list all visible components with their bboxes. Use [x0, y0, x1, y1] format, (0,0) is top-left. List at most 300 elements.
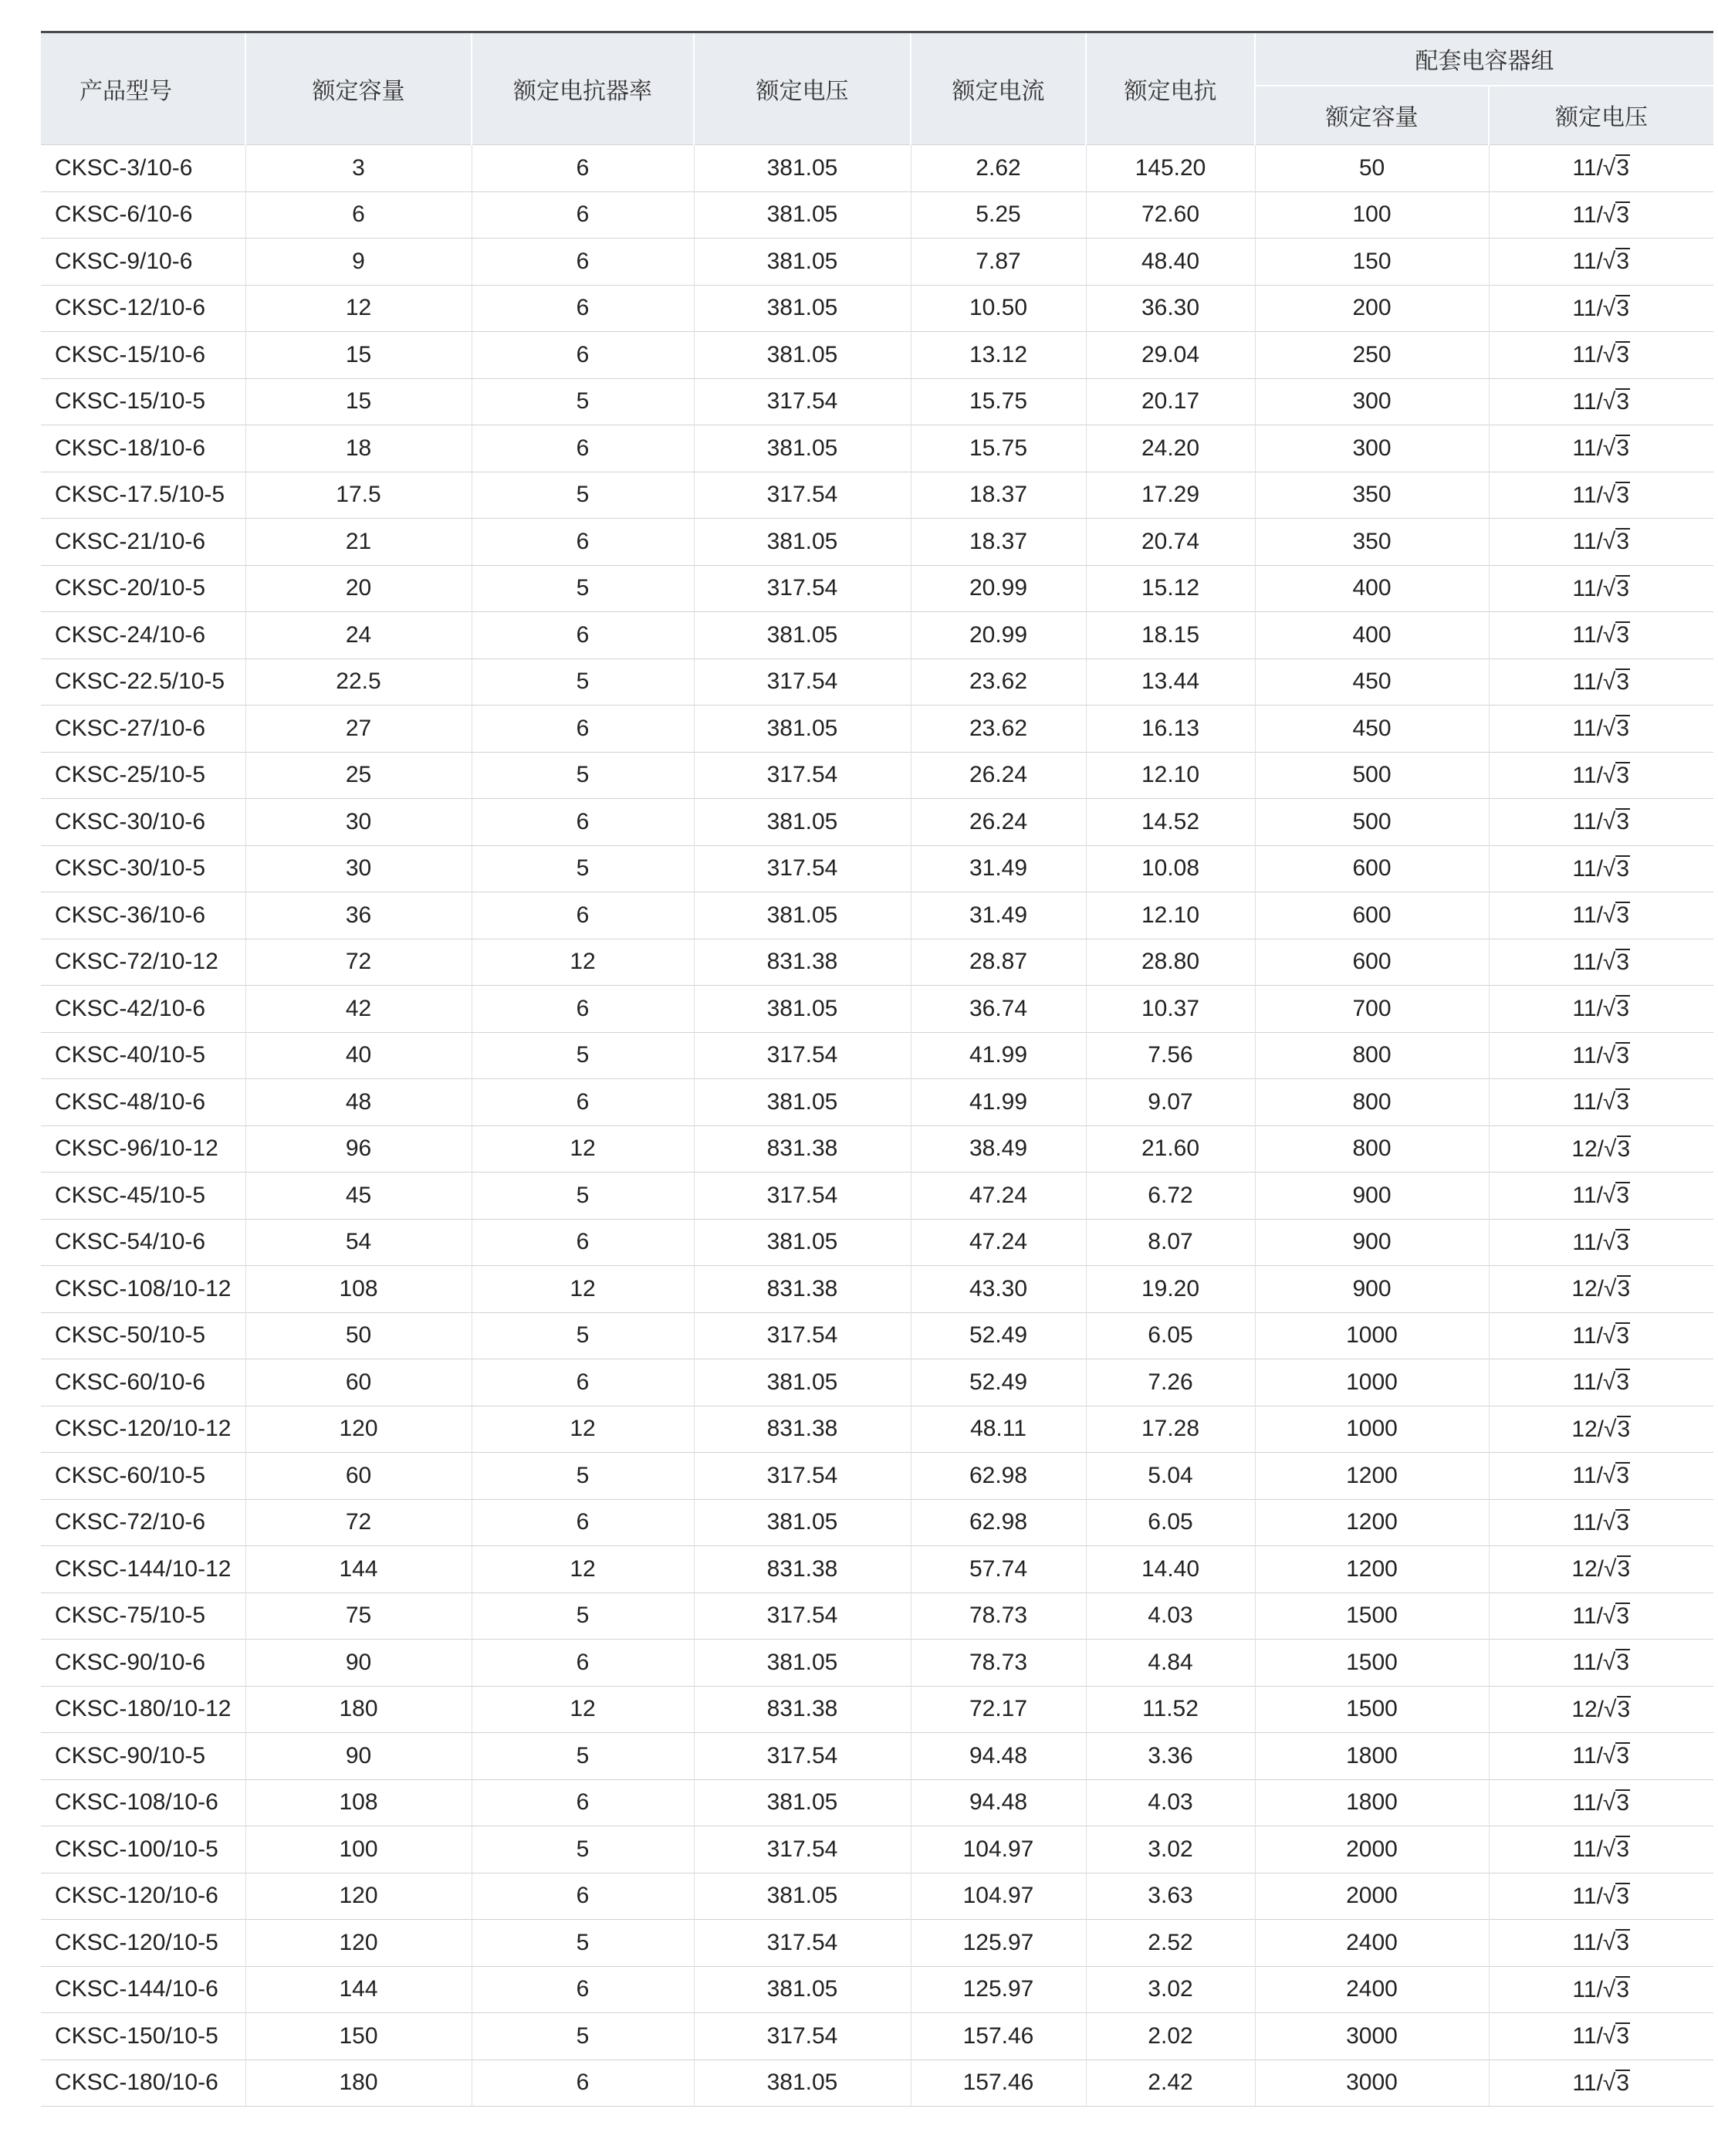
sqrt-radicand: 3 [1616, 1463, 1630, 1489]
voltage-prefix: 11/ [1572, 482, 1603, 508]
sqrt-radicand: 3 [1616, 855, 1630, 882]
voltage-fraction [1572, 341, 1630, 368]
cell-rated-current: 125.97 [911, 1920, 1086, 1967]
cell-reactance-rate: 6 [472, 612, 694, 659]
cell-group-voltage [1489, 2060, 1713, 2107]
cell-rated-reactance: 21.60 [1086, 1125, 1255, 1173]
voltage-prefix: 12/ [1571, 1696, 1605, 1722]
sqrt-radicand: 3 [1616, 622, 1630, 648]
cell-rated-reactance: 12.10 [1086, 892, 1255, 939]
cell-rated-current: 5.25 [911, 191, 1086, 239]
voltage-fraction [1571, 1416, 1631, 1443]
cell-group-voltage [1489, 472, 1713, 519]
table-row [41, 472, 1713, 519]
voltage-prefix: 11/ [1572, 1976, 1603, 2002]
cell-rated-voltage: 317.54 [694, 1032, 911, 1079]
sqrt-symbol: √ [1602, 1603, 1616, 1629]
cell-rated-reactance: 36.30 [1086, 285, 1255, 332]
cell-rated-reactance: 15.12 [1086, 565, 1255, 612]
cell-rated-capacity: 150 [245, 2013, 472, 2060]
cell-rated-capacity: 42 [245, 986, 472, 1033]
cell-rated-capacity: 120 [245, 1873, 472, 1920]
cell-group-voltage [1489, 1173, 1713, 1220]
cell-rated-capacity: 48 [245, 1079, 472, 1126]
cell-rated-capacity: 180 [245, 1686, 472, 1733]
table-row [41, 565, 1713, 612]
table-row [41, 332, 1713, 379]
cell-reactance-rate: 6 [472, 332, 694, 379]
cell-rated-voltage: 381.05 [694, 425, 911, 472]
cell-reactance-rate: 6 [472, 425, 694, 472]
cell-group-capacity: 350 [1255, 519, 1489, 566]
voltage-prefix: 11/ [1572, 388, 1603, 415]
voltage-prefix: 11/ [1572, 809, 1603, 835]
cell-group-capacity: 100 [1255, 191, 1489, 239]
table-row [41, 1125, 1713, 1173]
cell-rated-capacity: 72 [245, 939, 472, 986]
table-row [41, 939, 1713, 986]
cell-group-capacity: 2400 [1255, 1920, 1489, 1967]
cell-rated-current: 48.11 [911, 1406, 1086, 1453]
voltage-fraction [1572, 575, 1630, 602]
cell-rated-current: 72.17 [911, 1686, 1086, 1733]
cell-group-capacity: 900 [1255, 1266, 1489, 1313]
cell-group-voltage [1489, 1873, 1713, 1920]
cell-group-capacity: 1500 [1255, 1686, 1489, 1733]
voltage-fraction [1572, 1976, 1630, 2003]
cell-rated-reactance: 16.13 [1086, 706, 1255, 753]
cell-rated-capacity: 36 [245, 892, 472, 939]
cell-rated-capacity: 12 [245, 285, 472, 332]
voltage-prefix: 11/ [1572, 2070, 1603, 2096]
cell-model: CKSC-90/10-6 [41, 1640, 245, 1687]
cell-group-capacity: 450 [1255, 706, 1489, 753]
cell-rated-current: 36.74 [911, 986, 1086, 1033]
cell-rated-current: 62.98 [911, 1453, 1086, 1500]
cell-rated-voltage: 381.05 [694, 1499, 911, 1546]
cell-group-voltage [1489, 658, 1713, 706]
voltage-prefix: 11/ [1572, 1883, 1603, 1909]
cell-rated-capacity: 144 [245, 1966, 472, 2013]
cell-group-voltage [1489, 986, 1713, 1033]
table-row [41, 191, 1713, 239]
sqrt-symbol: √ [1602, 1089, 1616, 1115]
voltage-prefix: 11/ [1572, 1322, 1603, 1349]
cell-group-voltage [1489, 1640, 1713, 1687]
header-rated-reactance: 额定电抗 [1086, 32, 1255, 145]
cell-rated-capacity: 22.5 [245, 658, 472, 706]
cell-group-capacity: 1500 [1255, 1592, 1489, 1640]
cell-rated-voltage: 317.54 [694, 2013, 911, 2060]
voltage-fraction [1572, 1742, 1630, 1769]
cell-rated-capacity: 90 [245, 1640, 472, 1687]
sqrt-radicand: 3 [1617, 1696, 1631, 1722]
sqrt-radicand: 3 [1616, 949, 1630, 975]
sqrt-symbol: √ [1602, 716, 1616, 742]
cell-group-capacity: 250 [1255, 332, 1489, 379]
cell-model: CKSC-40/10-5 [41, 1032, 245, 1079]
cell-group-capacity: 1800 [1255, 1779, 1489, 1826]
table-row [41, 1733, 1713, 1780]
cell-rated-voltage: 381.05 [694, 1640, 911, 1687]
voltage-prefix: 11/ [1572, 1930, 1603, 1956]
cell-group-capacity: 800 [1255, 1125, 1489, 1173]
voltage-fraction [1572, 528, 1630, 555]
voltage-fraction [1572, 1369, 1630, 1396]
voltage-prefix: 11/ [1572, 1463, 1603, 1489]
cell-group-capacity: 500 [1255, 799, 1489, 846]
voltage-prefix: 11/ [1572, 762, 1603, 788]
cell-rated-capacity: 27 [245, 706, 472, 753]
table-row [41, 1173, 1713, 1220]
table-row [41, 1266, 1713, 1313]
cell-rated-voltage: 381.05 [694, 1359, 911, 1406]
voltage-prefix: 11/ [1572, 1789, 1603, 1816]
cell-rated-reactance: 72.60 [1086, 191, 1255, 239]
voltage-prefix: 11/ [1572, 855, 1603, 882]
voltage-prefix: 11/ [1572, 1089, 1603, 1115]
sqrt-radicand: 3 [1616, 155, 1630, 181]
cell-group-voltage [1489, 1920, 1713, 1967]
cell-rated-voltage: 381.05 [694, 239, 911, 286]
voltage-fraction [1572, 1462, 1630, 1489]
cell-model: CKSC-48/10-6 [41, 1079, 245, 1126]
cell-rated-reactance: 3.02 [1086, 1966, 1255, 2013]
cell-rated-current: 57.74 [911, 1546, 1086, 1593]
cell-rated-reactance: 7.56 [1086, 1032, 1255, 1079]
sqrt-radicand: 3 [1616, 249, 1630, 275]
cell-reactance-rate: 5 [472, 1826, 694, 1873]
table-row [41, 425, 1713, 472]
voltage-prefix: 11/ [1572, 1650, 1603, 1676]
sqrt-radicand: 3 [1616, 575, 1630, 601]
cell-model: CKSC-20/10-5 [41, 565, 245, 612]
cell-reactance-rate: 5 [472, 1920, 694, 1967]
cell-rated-reactance: 12.10 [1086, 752, 1255, 799]
cell-rated-capacity: 17.5 [245, 472, 472, 519]
cell-rated-current: 157.46 [911, 2060, 1086, 2107]
cell-rated-voltage: 381.05 [694, 191, 911, 239]
cell-group-capacity: 2000 [1255, 1826, 1489, 1873]
sqrt-symbol: √ [1602, 809, 1616, 835]
sqrt-radicand: 3 [1617, 1276, 1631, 1302]
table-row [41, 1592, 1713, 1640]
sqrt-symbol: √ [1602, 949, 1616, 975]
sqrt-symbol: √ [1602, 1369, 1616, 1396]
cell-reactance-rate: 5 [472, 1453, 694, 1500]
cell-model: CKSC-30/10-5 [41, 845, 245, 892]
voltage-prefix: 12/ [1571, 1556, 1605, 1582]
cell-rated-reactance: 17.28 [1086, 1406, 1255, 1453]
voltage-prefix: 11/ [1572, 155, 1603, 181]
cell-rated-capacity: 120 [245, 1920, 472, 1967]
cell-model: CKSC-108/10-12 [41, 1266, 245, 1313]
voltage-prefix: 11/ [1572, 1229, 1603, 1255]
cell-rated-voltage: 381.05 [694, 706, 911, 753]
cell-rated-capacity: 24 [245, 612, 472, 659]
table-row [41, 2013, 1713, 2060]
cell-reactance-rate: 6 [472, 1079, 694, 1126]
cell-reactance-rate: 6 [472, 1219, 694, 1266]
cell-group-voltage [1489, 1032, 1713, 1079]
voltage-fraction [1572, 902, 1630, 929]
cell-rated-capacity: 9 [245, 239, 472, 286]
cell-reactance-rate: 12 [472, 1686, 694, 1733]
cell-rated-current: 47.24 [911, 1219, 1086, 1266]
cell-rated-reactance: 11.52 [1086, 1686, 1255, 1733]
cell-rated-current: 26.24 [911, 752, 1086, 799]
cell-group-capacity: 2000 [1255, 1873, 1489, 1920]
table-row [41, 1453, 1713, 1500]
sqrt-symbol: √ [1604, 1276, 1617, 1302]
sqrt-symbol: √ [1602, 1509, 1616, 1535]
cell-rated-reactance: 2.42 [1086, 2060, 1255, 2107]
cell-model: CKSC-18/10-6 [41, 425, 245, 472]
cell-group-capacity: 1800 [1255, 1733, 1489, 1780]
header-rated-reactance-rate: 额定电抗器率 [472, 32, 694, 145]
voltage-fraction [1572, 1836, 1630, 1863]
cell-rated-voltage: 317.54 [694, 1826, 911, 1873]
cell-group-capacity: 900 [1255, 1219, 1489, 1266]
sqrt-radicand: 3 [1616, 1883, 1630, 1909]
voltage-fraction [1571, 1136, 1631, 1163]
cell-rated-voltage: 317.54 [694, 378, 911, 425]
cell-reactance-rate: 5 [472, 752, 694, 799]
cell-group-capacity: 2400 [1255, 1966, 1489, 2013]
cell-rated-reactance: 10.37 [1086, 986, 1255, 1033]
cell-reactance-rate: 5 [472, 1592, 694, 1640]
table-body [41, 145, 1713, 2107]
cell-model: CKSC-50/10-5 [41, 1312, 245, 1359]
cell-rated-capacity: 180 [245, 2060, 472, 2107]
sqrt-radicand: 3 [1616, 1229, 1630, 1255]
voltage-prefix: 11/ [1572, 996, 1603, 1022]
cell-rated-voltage: 317.54 [694, 1453, 911, 1500]
sqrt-symbol: √ [1602, 1930, 1616, 1956]
sqrt-symbol: √ [1602, 1183, 1616, 1209]
cell-rated-voltage: 381.05 [694, 986, 911, 1033]
cell-group-voltage [1489, 1219, 1713, 1266]
sqrt-radicand: 3 [1616, 1322, 1630, 1349]
cell-group-voltage [1489, 425, 1713, 472]
header-rated-voltage: 额定电压 [694, 32, 911, 145]
sqrt-radicand: 3 [1616, 716, 1630, 742]
voltage-prefix: 11/ [1572, 1183, 1603, 1209]
cell-rated-current: 157.46 [911, 2013, 1086, 2060]
cell-group-voltage [1489, 519, 1713, 566]
cell-group-voltage [1489, 1079, 1713, 1126]
voltage-fraction [1572, 668, 1630, 696]
cell-group-voltage [1489, 2013, 1713, 2060]
spec-table [41, 31, 1713, 2107]
sqrt-radicand: 3 [1616, 762, 1630, 788]
table-row [41, 1079, 1713, 1126]
cell-group-voltage [1489, 799, 1713, 846]
voltage-prefix: 12/ [1571, 1416, 1605, 1442]
cell-model: CKSC-17.5/10-5 [41, 472, 245, 519]
cell-reactance-rate: 5 [472, 378, 694, 425]
cell-reactance-rate: 5 [472, 1733, 694, 1780]
cell-reactance-rate: 12 [472, 1546, 694, 1593]
cell-rated-capacity: 54 [245, 1219, 472, 1266]
sqrt-symbol: √ [1602, 1463, 1616, 1489]
voltage-prefix: 11/ [1572, 1369, 1603, 1396]
sqrt-symbol: √ [1602, 1976, 1616, 2002]
voltage-fraction [1572, 1042, 1630, 1069]
voltage-fraction [1571, 1696, 1631, 1723]
cell-rated-capacity: 60 [245, 1453, 472, 1500]
table-row [41, 145, 1713, 192]
cell-rated-capacity: 21 [245, 519, 472, 566]
cell-model: CKSC-24/10-6 [41, 612, 245, 659]
cell-rated-voltage: 317.54 [694, 1592, 911, 1640]
cell-reactance-rate: 6 [472, 285, 694, 332]
cell-group-voltage [1489, 1779, 1713, 1826]
cell-model: CKSC-120/10-5 [41, 1920, 245, 1967]
voltage-fraction [1572, 435, 1630, 462]
cell-rated-capacity: 60 [245, 1359, 472, 1406]
cell-reactance-rate: 5 [472, 845, 694, 892]
cell-model: CKSC-9/10-6 [41, 239, 245, 286]
cell-rated-capacity: 50 [245, 1312, 472, 1359]
cell-reactance-rate: 6 [472, 1499, 694, 1546]
cell-group-capacity: 150 [1255, 239, 1489, 286]
cell-reactance-rate: 5 [472, 1173, 694, 1220]
cell-reactance-rate: 6 [472, 1640, 694, 1687]
cell-reactance-rate: 12 [472, 1125, 694, 1173]
cell-group-capacity: 900 [1255, 1173, 1489, 1220]
voltage-prefix: 11/ [1572, 1042, 1603, 1068]
voltage-prefix: 11/ [1572, 902, 1603, 929]
cell-rated-current: 38.49 [911, 1125, 1086, 1173]
cell-group-voltage [1489, 1499, 1713, 1546]
cell-model: CKSC-120/10-6 [41, 1873, 245, 1920]
cell-group-capacity: 800 [1255, 1079, 1489, 1126]
cell-group-capacity: 1000 [1255, 1359, 1489, 1406]
table-row [41, 1219, 1713, 1266]
cell-group-voltage [1489, 1453, 1713, 1500]
sqrt-symbol: √ [1602, 575, 1616, 601]
table-row [41, 1920, 1713, 1967]
cell-group-capacity: 600 [1255, 845, 1489, 892]
cell-group-voltage [1489, 612, 1713, 659]
cell-rated-voltage: 317.54 [694, 1312, 911, 1359]
cell-rated-current: 26.24 [911, 799, 1086, 846]
sqrt-symbol: √ [1602, 435, 1616, 462]
sqrt-radicand: 3 [1617, 1416, 1631, 1442]
voltage-fraction [1572, 295, 1630, 322]
cell-model: CKSC-75/10-5 [41, 1592, 245, 1640]
sqrt-radicand: 3 [1616, 388, 1630, 415]
sqrt-symbol: √ [1602, 902, 1616, 929]
cell-model: CKSC-42/10-6 [41, 986, 245, 1033]
table-row [41, 612, 1713, 659]
cell-model: CKSC-54/10-6 [41, 1219, 245, 1266]
sqrt-radicand: 3 [1616, 1789, 1630, 1816]
cell-group-capacity: 300 [1255, 425, 1489, 472]
cell-rated-reactance: 6.05 [1086, 1499, 1255, 1546]
voltage-fraction [1572, 949, 1630, 976]
cell-rated-capacity: 144 [245, 1546, 472, 1593]
sqrt-radicand: 3 [1616, 809, 1630, 835]
voltage-prefix: 11/ [1572, 249, 1603, 275]
cell-rated-current: 41.99 [911, 1079, 1086, 1126]
table-row [41, 2060, 1713, 2107]
sqrt-symbol: √ [1602, 155, 1616, 181]
cell-model: CKSC-3/10-6 [41, 145, 245, 192]
cell-rated-voltage: 317.54 [694, 845, 911, 892]
cell-model: CKSC-180/10-6 [41, 2060, 245, 2107]
cell-rated-current: 104.97 [911, 1873, 1086, 1920]
cell-rated-reactance: 19.20 [1086, 1266, 1255, 1313]
cell-reactance-rate: 6 [472, 1873, 694, 1920]
cell-model: CKSC-21/10-6 [41, 519, 245, 566]
cell-group-voltage [1489, 239, 1713, 286]
cell-reactance-rate: 6 [472, 1966, 694, 2013]
cell-group-voltage [1489, 145, 1713, 192]
cell-rated-current: 52.49 [911, 1359, 1086, 1406]
cell-rated-current: 31.49 [911, 845, 1086, 892]
cell-rated-voltage: 381.05 [694, 1079, 911, 1126]
cell-model: CKSC-72/10-12 [41, 939, 245, 986]
cell-rated-voltage: 381.05 [694, 799, 911, 846]
cell-reactance-rate: 5 [472, 1312, 694, 1359]
sqrt-symbol: √ [1602, 482, 1616, 508]
voltage-prefix: 12/ [1571, 1136, 1605, 1162]
cell-group-voltage [1489, 378, 1713, 425]
sqrt-radicand: 3 [1616, 1089, 1630, 1115]
cell-rated-capacity: 3 [245, 145, 472, 192]
cell-model: CKSC-150/10-5 [41, 2013, 245, 2060]
cell-group-voltage [1489, 1826, 1713, 1873]
cell-rated-current: 52.49 [911, 1312, 1086, 1359]
cell-rated-voltage: 381.05 [694, 1219, 911, 1266]
cell-rated-voltage: 381.05 [694, 519, 911, 566]
cell-reactance-rate: 6 [472, 799, 694, 846]
table-row [41, 799, 1713, 846]
cell-rated-current: 28.87 [911, 939, 1086, 986]
cell-rated-current: 94.48 [911, 1733, 1086, 1780]
cell-rated-capacity: 96 [245, 1125, 472, 1173]
cell-model: CKSC-144/10-12 [41, 1546, 245, 1593]
voltage-fraction [1572, 201, 1630, 228]
cell-rated-voltage: 381.05 [694, 145, 911, 192]
cell-model: CKSC-25/10-5 [41, 752, 245, 799]
cell-model: CKSC-36/10-6 [41, 892, 245, 939]
table-row [41, 1499, 1713, 1546]
cell-group-capacity: 350 [1255, 472, 1489, 519]
cell-group-capacity: 1200 [1255, 1546, 1489, 1593]
cell-group-voltage [1489, 1266, 1713, 1313]
voltage-prefix: 11/ [1572, 529, 1603, 555]
cell-rated-current: 47.24 [911, 1173, 1086, 1220]
voltage-fraction [1572, 2070, 1630, 2097]
table-row [41, 1826, 1713, 1873]
cell-rated-current: 31.49 [911, 892, 1086, 939]
voltage-fraction [1572, 248, 1630, 275]
cell-model: CKSC-96/10-12 [41, 1125, 245, 1173]
cell-rated-voltage: 381.05 [694, 285, 911, 332]
cell-model: CKSC-180/10-12 [41, 1686, 245, 1733]
sqrt-radicand: 3 [1616, 1976, 1630, 2002]
voltage-fraction [1572, 482, 1630, 509]
sqrt-symbol: √ [1602, 855, 1616, 882]
cell-reactance-rate: 6 [472, 145, 694, 192]
table-row [41, 892, 1713, 939]
cell-rated-capacity: 108 [245, 1266, 472, 1313]
sqrt-symbol: √ [1602, 1322, 1616, 1349]
sqrt-radicand: 3 [1617, 1136, 1631, 1162]
